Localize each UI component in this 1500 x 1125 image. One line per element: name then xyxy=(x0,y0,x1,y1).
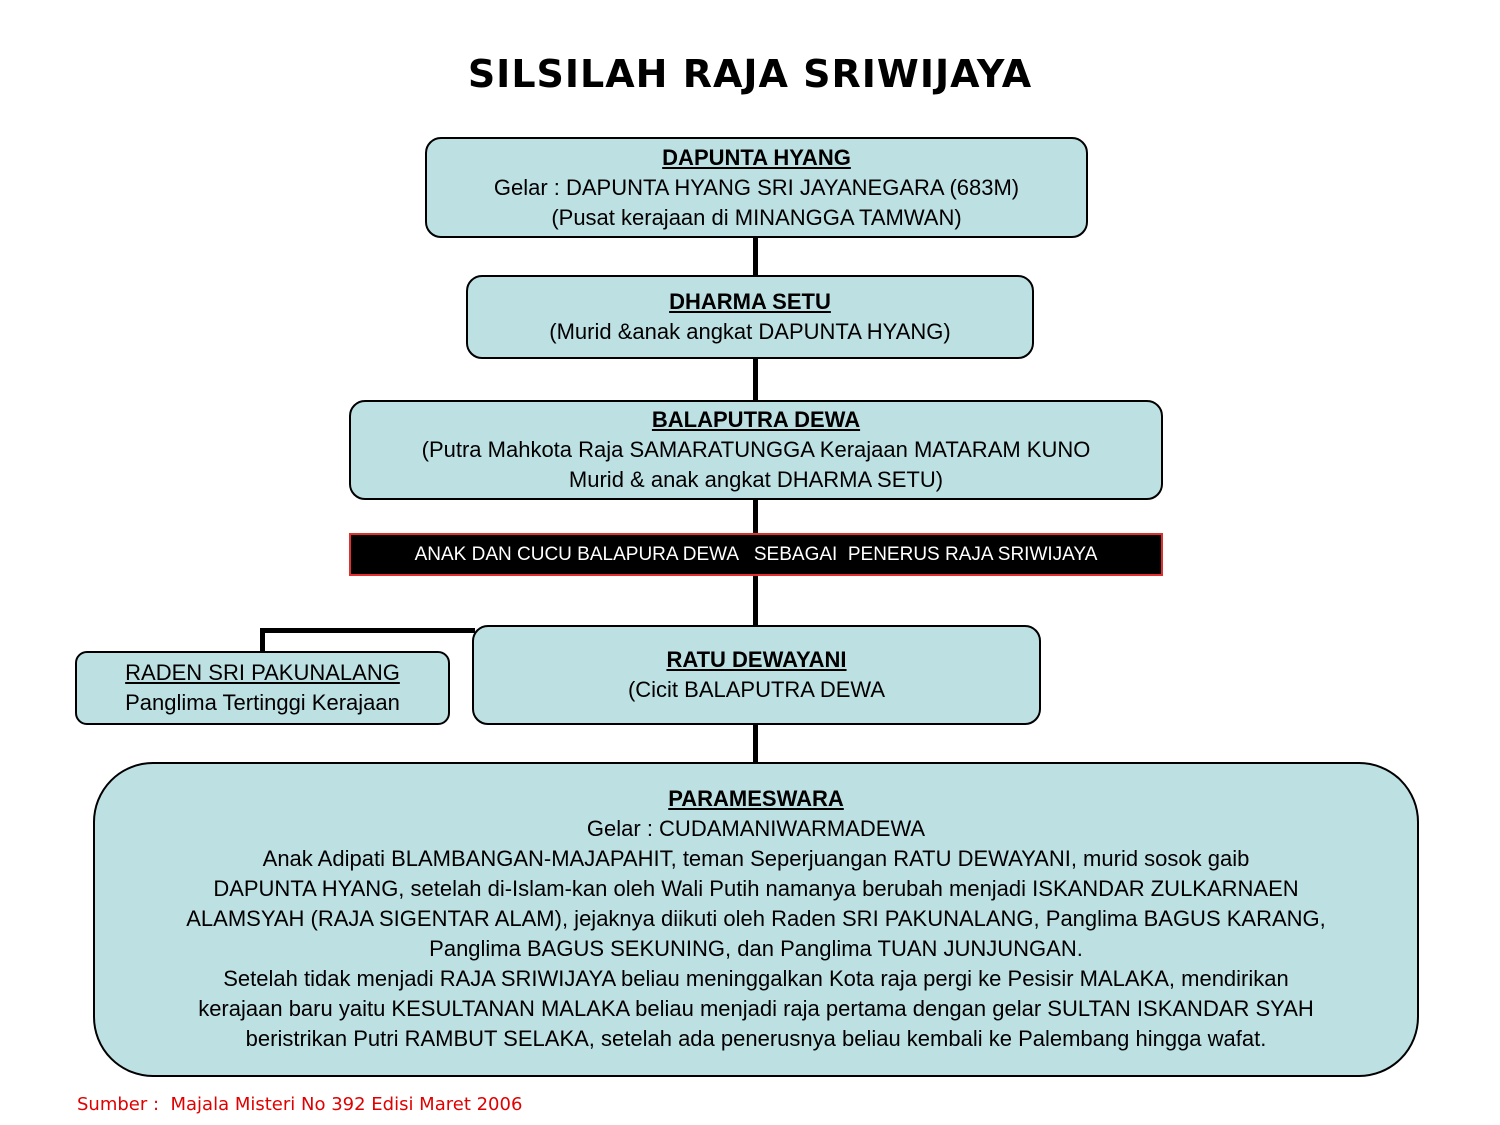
node-detail: kerajaan baru yaitu KESULTANAN MALAKA beliau menjadi raja pertama dengan gelar SULTAN ISKANDAR SYAH xyxy=(198,996,1314,1021)
source-caption: Sumber : Majala Misteri No 392 Edisi Maret 2006 xyxy=(77,1094,523,1115)
node-balaputra-dewa xyxy=(349,400,1163,500)
node-name: RADEN SRI PAKUNALANG xyxy=(125,660,400,685)
connector-line xyxy=(260,628,475,633)
connector-line xyxy=(753,575,758,627)
node-detail: (Pusat kerajaan di MINANGGA TAMWAN) xyxy=(551,204,962,230)
node-detail: (Cicit BALAPUTRA DEWA xyxy=(627,677,886,702)
node-name: PARAMESWARA xyxy=(668,786,844,811)
node-detail: Anak Adipati BLAMBANGAN-MAJAPAHIT, teman Seperjuangan RATU DEWAYANI, murid sosok gaib xyxy=(262,846,1250,871)
node-raden-sri-pakunalang xyxy=(75,651,450,725)
node-dharma-setu xyxy=(466,275,1034,359)
node-name: RATU DEWAYANI xyxy=(666,647,847,672)
node-name: BALAPUTRA DEWA xyxy=(651,407,861,432)
successor-banner: ANAK DAN CUCU BALAPURA DEWA SEBAGAI PENERUS RAJA SRIWIJAYA xyxy=(349,533,1163,576)
node-parameswara xyxy=(93,762,1419,1077)
node-detail: Murid & anak angkat DHARMA SETU) xyxy=(568,467,944,492)
node-name: DHARMA SETU xyxy=(669,289,831,314)
node-detail: Gelar : CUDAMANIWARMADEWA xyxy=(586,816,926,841)
connector-line xyxy=(753,498,758,534)
connector-line xyxy=(753,357,758,401)
node-detail: Setelah tidak menjadi RAJA SRIWIJAYA beliau meninggalkan Kota raja pergi ke Pesisir MALAKA, mendirikan xyxy=(223,966,1289,991)
connector-line xyxy=(753,236,758,276)
node-detail: Panglima BAGUS SEKUNING, dan Panglima TUAN JUNJUNGAN. xyxy=(429,936,1083,961)
node-detail: (Murid &anak angkat DAPUNTA HYANG) xyxy=(549,319,951,344)
node-ratu-dewayani xyxy=(472,625,1041,725)
node-dapunta-hyang xyxy=(425,137,1088,238)
node-detail: ALAMSYAH (RAJA SIGENTAR ALAM), jejaknya diikuti oleh Raden SRI PAKUNALANG, Panglima BAGUS KARANG, xyxy=(186,906,1326,931)
node-detail: Gelar : DAPUNTA HYANG SRI JAYANEGARA (683M) xyxy=(493,174,1020,200)
connector-line xyxy=(753,723,758,765)
connector-line xyxy=(260,628,265,652)
node-name: DAPUNTA HYANG xyxy=(662,144,851,170)
node-detail: Panglima Tertinggi Kerajaan xyxy=(125,690,400,715)
node-detail: beristrikan Putri RAMBUT SELAKA, setelah ada penerusnya beliau kembali ke Palembang hingga wafat. xyxy=(245,1026,1267,1051)
page-title: SILSILAH RAJA SRIWIJAYA xyxy=(467,52,1033,96)
node-detail: (Putra Mahkota Raja SAMARATUNGGA Kerajaan MATARAM KUNO xyxy=(421,437,1091,462)
node-detail: DAPUNTA HYANG, setelah di-Islam-kan oleh Wali Putih namanya berubah menjadi ISKANDAR ZULKARNAEN xyxy=(213,876,1299,901)
